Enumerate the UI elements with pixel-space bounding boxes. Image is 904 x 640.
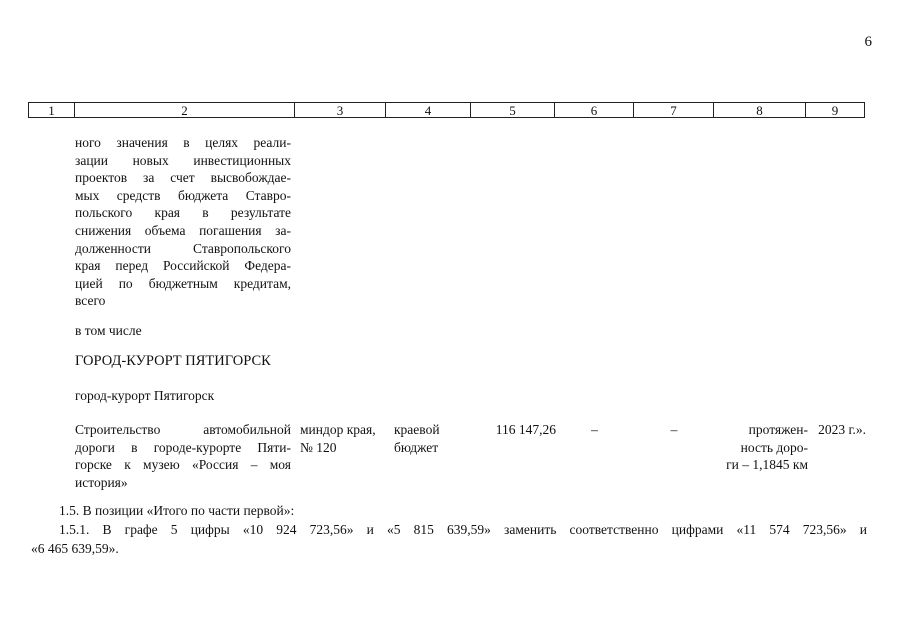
row-col7: – xyxy=(670,422,678,437)
header-col-4: 4 xyxy=(386,103,471,117)
row-source-line: краевой xyxy=(394,422,440,437)
row-name-line: дороги в городе-курорте Пяти- xyxy=(75,439,291,455)
row-col6: – xyxy=(591,422,598,437)
table-header-row xyxy=(28,102,865,118)
row-name-line: горске к музею «Россия – моя xyxy=(75,457,291,473)
intro-line: зации новых инвестиционных xyxy=(75,152,291,168)
header-col-5: 5 xyxy=(471,103,555,117)
header-col-1: 1 xyxy=(29,103,75,117)
row-result-line: ность доро- xyxy=(740,439,808,455)
row-customer-line: миндор края, xyxy=(300,422,376,437)
row-source xyxy=(394,421,470,456)
header-col-9: 9 xyxy=(831,103,839,118)
city-upper-heading: ГОРОД-КУРОРТ ПЯТИГОРСК xyxy=(75,353,271,369)
row-name-line: Строительство автомобильной xyxy=(75,422,291,437)
intro-line: проектов за счет высвобождае- xyxy=(75,170,291,186)
row-name xyxy=(75,421,291,491)
intro-line: мых средств бюджета Ставро- xyxy=(75,187,291,203)
header-col-6: 6 xyxy=(555,103,634,117)
row-customer xyxy=(300,421,388,456)
page-number: 6 xyxy=(864,34,872,50)
paragraph-1-5-1-line1: 1.5.1. В графе 5 цифры «10 924 723,56» и «5 815 639,59» заменить соответственно цифрами «11 574 723,56» и xyxy=(59,522,867,537)
row-result-line: ги – 1,1845 км xyxy=(726,457,808,473)
paragraph-1-5-1-line2: «6 465 639,59». xyxy=(31,541,119,556)
row-name-line: история» xyxy=(75,474,128,490)
row-amount: 116 147,26 xyxy=(495,422,556,437)
city-lower-heading: город-курорт Пятигорск xyxy=(75,388,215,403)
intro-line: цией по бюджетным кредитам, xyxy=(75,275,291,291)
intro-text xyxy=(75,134,291,310)
intro-line: ного значения в целях реали- xyxy=(75,135,291,150)
header-col-8: 8 xyxy=(714,103,806,117)
in-that-number-label: в том числе xyxy=(75,323,142,338)
row-year: 2023 г.». xyxy=(818,422,866,437)
intro-line: долженности Ставропольского xyxy=(75,240,291,256)
intro-line: польского края в результате xyxy=(75,205,291,221)
intro-line: всего xyxy=(75,293,106,309)
header-col-7: 7 xyxy=(634,103,714,117)
intro-line: снижения объема погашения за- xyxy=(75,222,291,238)
paragraph-1-5: 1.5. В позиции «Итого по части первой»: xyxy=(59,503,295,518)
row-source-line: бюджет xyxy=(394,439,439,455)
header-col-3: 3 xyxy=(295,103,386,117)
row-result-line: протяжен- xyxy=(748,422,808,437)
row-customer-line: № 120 xyxy=(300,439,337,455)
header-col-2: 2 xyxy=(75,103,295,117)
row-result xyxy=(708,421,808,474)
intro-line: края перед Российской Федера- xyxy=(75,258,291,274)
